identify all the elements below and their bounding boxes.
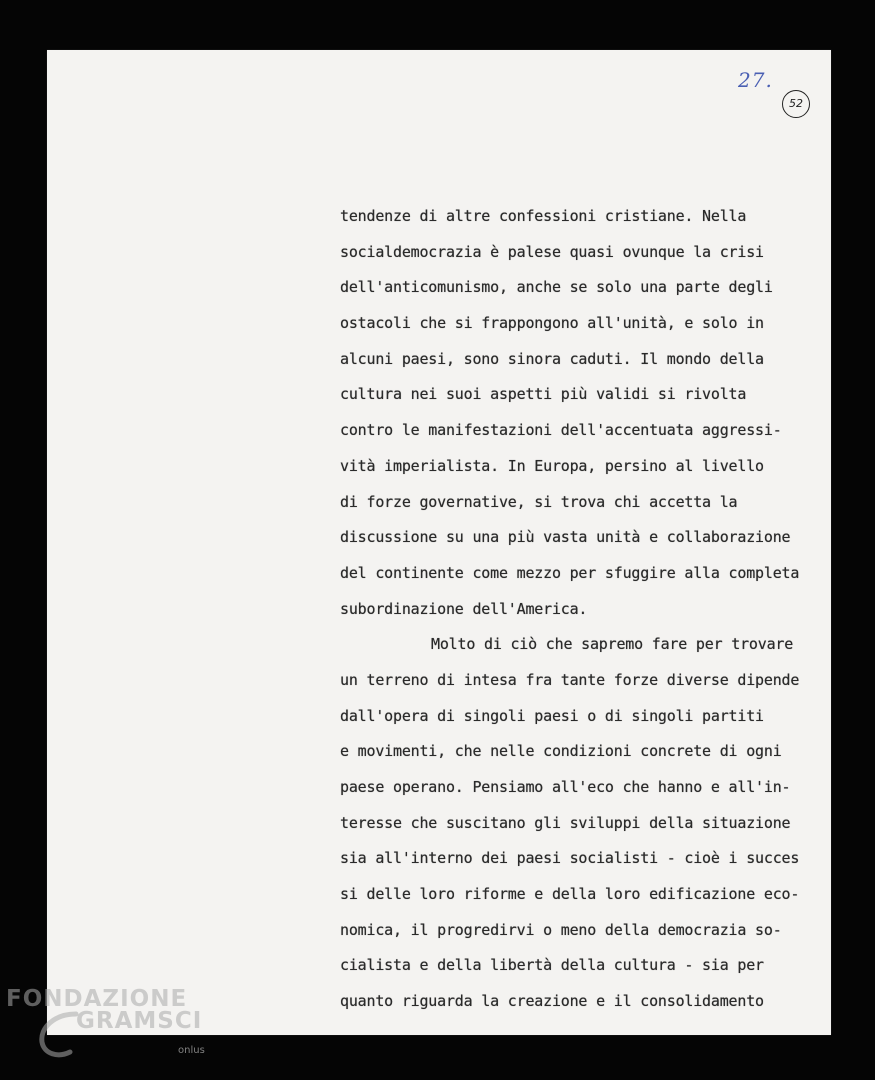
text-line: del continente come mezzo per sfuggire alla completa — [340, 563, 800, 582]
swirl-logo-icon — [36, 1008, 96, 1063]
typed-text-body — [340, 199, 810, 1020]
text-line: si delle loro riforme e della loro edificazione eco- — [340, 885, 800, 904]
text-line: paese operano. Pensiamo all'eco che hanno e all'in- — [340, 778, 791, 796]
archive-stamp: 52 — [782, 90, 810, 118]
text-line: dell'anticomunismo, anche se solo una parte degli — [340, 278, 773, 297]
text-line: e movimenti, che nelle condizioni concrete di ogni — [340, 742, 782, 761]
text-line: ostacoli che si frappongono all'unità, e solo in — [340, 314, 764, 333]
watermark-line1: FONDAZIONE — [6, 986, 188, 1012]
text-line: dall'opera di singoli paesi o di singoli partiti — [340, 706, 764, 725]
paragraph-start-line: Molto di ciò che sapremo fare per trovare — [431, 635, 794, 654]
text-line: sia all'interno dei paesi socialisti - cioè i succes — [340, 849, 800, 868]
text-line: un terreno di intesa fra tante forze diverse dipende — [340, 670, 800, 689]
text-line: discussione su una più vasta unità e collaborazione — [340, 528, 791, 547]
text-line: vità imperialista. In Europa, persino al livello — [340, 456, 764, 475]
watermark-line2: GRAMSCI — [76, 1008, 203, 1034]
text-line: nomica, il progredirvi o meno della democrazia so- — [340, 920, 782, 939]
watermark-suffix: onlus — [178, 1045, 205, 1056]
text-line: di forze governative, si trova chi accetta la — [340, 492, 738, 511]
text-line: socialdemocrazia è palese quasi ovunque la crisi — [340, 242, 764, 261]
text-line: contro le manifestazioni dell'accentuata aggressi- — [340, 421, 782, 440]
text-line: quanto riguarda la creazione e il consolidamento — [340, 992, 764, 1011]
text-line: teresse che suscitano gli sviluppi della situazione — [340, 813, 791, 832]
foundation-watermark — [6, 986, 205, 1056]
text-line: tendenze di altre confessioni cristiane. Nella — [340, 207, 747, 225]
text-line: alcuni paesi, sono sinora caduti. Il mondo della — [340, 349, 764, 368]
page-number: 27. — [738, 68, 773, 92]
text-line: subordinazione dell'America. — [340, 599, 588, 618]
text-line: cultura nei suoi aspetti più validi si rivolta — [340, 385, 747, 404]
text-line: cialista e della libertà della cultura - sia per — [340, 956, 764, 975]
